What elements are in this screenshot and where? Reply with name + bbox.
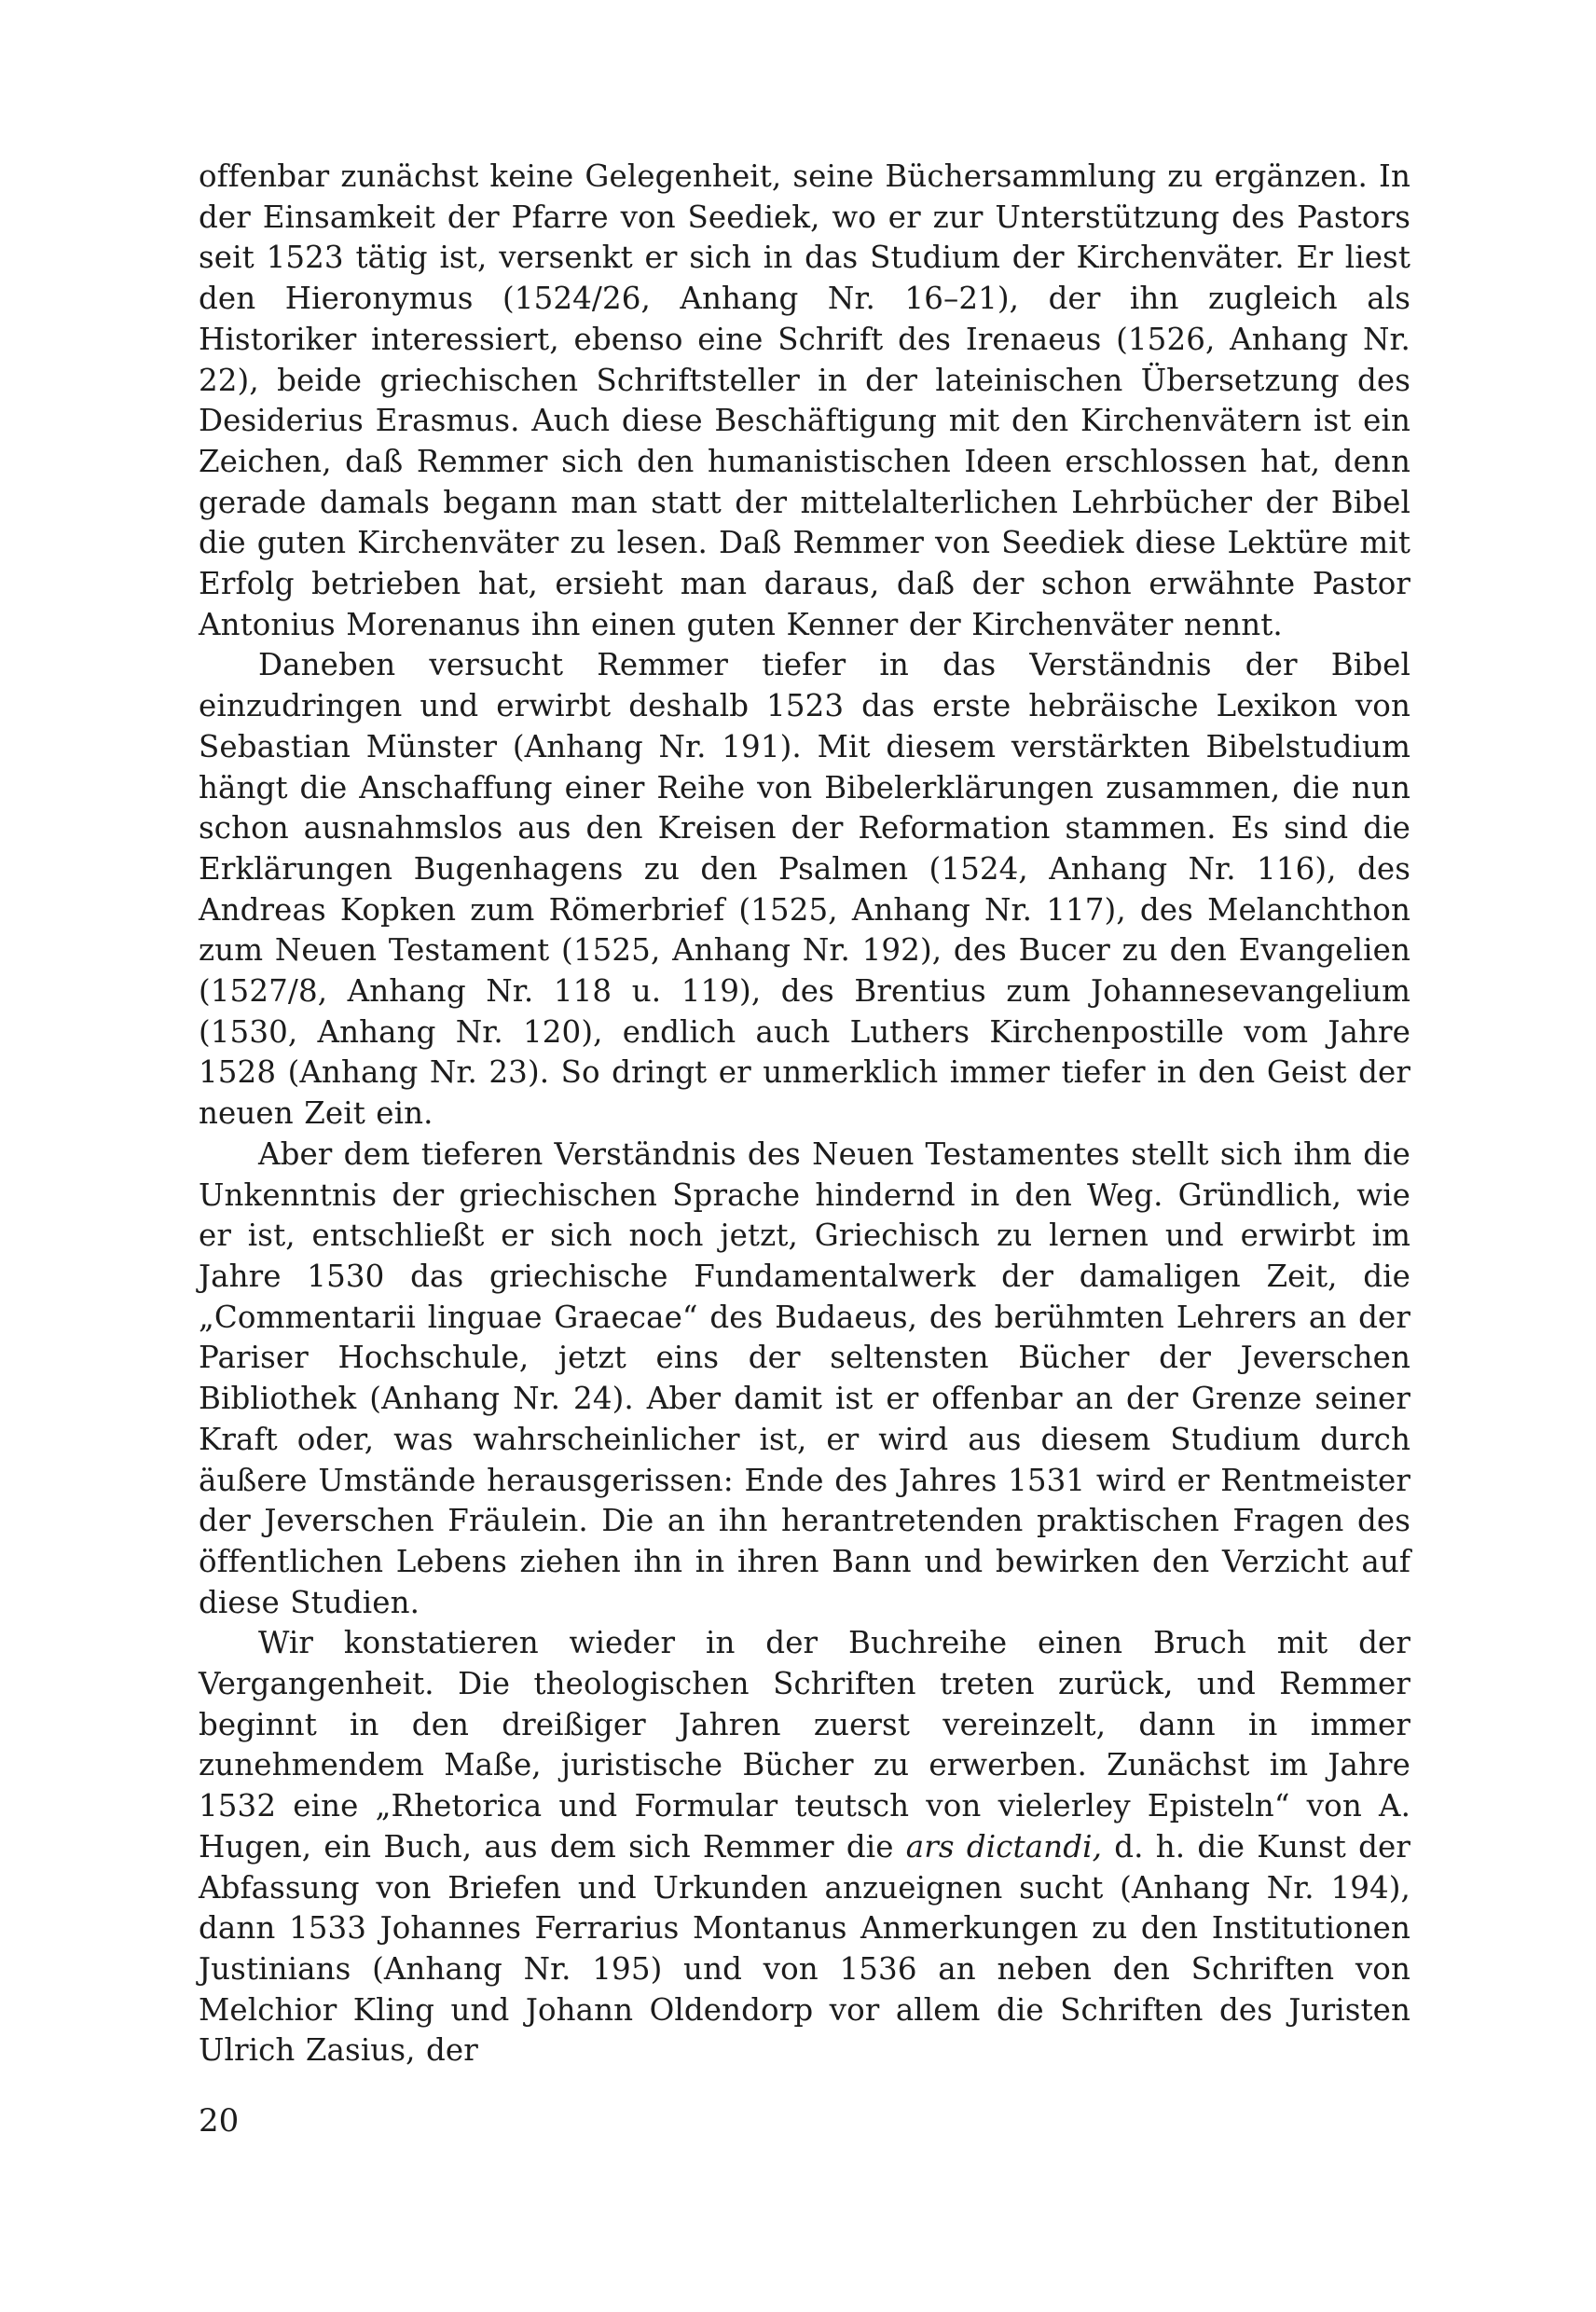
paragraph-3: Aber dem tieferen Verständnis des Neuen Testamentes stellt sich ihm die Unkenntnis der griechischen Sprache hindernd in den Weg. Gründlich, wie er ist, entschließt er sich noch jetzt, Griechisch zu lernen und erwirbt im Jahre 1530 das griechische Fundamentalwerk der damaligen Zeit, die „Commentarii linguae Graecae“ des Budaeus, des berühmten Lehrers an der Pariser Hochschule, jetzt eins der seltensten Bücher der Jeverschen Bibliothek (Anhang Nr. 24). Aber damit ist er offenbar an der Grenze seiner Kraft oder, was wahrscheinlicher ist, er wird aus diesem Studium durch äußere Umstände herausgerissen: Ende des Jahres 1531 wird er Rentmeister der Jeverschen Fräulein. Die an ihn herantretenden praktischen Fragen des öffentlichen Lebens ziehen ihn in ihren Bann und bewirken den Verzicht auf diese Studien. [199,1135,1410,1620]
paragraph-4-text-after: d. h. die Kunst der Abfassung von Briefen und Urkunden anzueignen sucht (Anhang Nr. 194), dann 1533 Johannes Ferrarius Montanus Anmerkungen zu den Institutionen Justinians (Anhang Nr. 195) und von 1536 an neben den Schriften von Melchior Kling und Johann Oldendorp vor allem die Schriften des Juristen Ulrich Zasius, der [199,1828,1411,2069]
page-body [199,157,1411,2069]
paragraph-4-text-before: Wir konstatieren wieder in der Buchreihe einen Bruch mit der Vergangenheit. Die theologischen Schriften treten zurück, und Remmer beginnt in den dreißiger Jahren zuerst vereinzelt, dann in immer zunehmendem Maße, juristische Bücher zu erwerben. Zunächst im Jahre 1532 eine „Rhetorica und Formular teutsch von vielerley Episteln“ von A. Hugen, ein Buch, aus dem sich Remmer die [199,1625,1410,1865]
page-number: 20 [199,2102,240,2140]
paragraph-4 [199,1623,1410,2071]
paragraph-4-italic-term: ars dictandi, [905,1828,1103,1865]
paragraph-2: Daneben versucht Remmer tiefer in das Verständnis der Bibel einzudringen und erwirbt deshalb 1523 das erste hebräische Lexikon von Sebastian Münster (Anhang Nr. 191). Mit diesem verstärkten Bibelstudium hängt die Anschaffung einer Reihe von Bibelerklärungen zusammen, die nun schon ausnahmslos aus den Kreisen der Reformation stammen. Es sind die Erklärungen Bugenhagens zu den Psalmen (1524, Anhang Nr. 116), des Andreas Kopken zum Römerbrief (1525, Anhang Nr. 117), des Melanchthon zum Neuen Testament (1525, Anhang Nr. 192), des Bucer zu den Evangelien (1527/8, Anhang Nr. 118 u. 119), des Brentius zum Johannesevangelium (1530, Anhang Nr. 120), endlich auch Luthers Kirchenpostille vom Jahre 1528 (Anhang Nr. 23). So dringt er unmerklich immer tiefer in den Geist der neuen Zeit ein. [199,647,1410,1132]
paragraph-1: offenbar zunächst keine Gelegenheit, seine Büchersammlung zu ergänzen. In der Einsamkeit der Pfarre von Seediek, wo er zur Unterstützung des Pastors seit 1523 tätig ist, versenkt er sich in das Studium der Kirchenväter. Er liest den Hieronymus (1524/26, Anhang Nr. 16–21), der ihn zugleich als Historiker interessiert, ebenso eine Schrift des Irenaeus (1526, Anhang Nr. 22), beide griechischen Schriftsteller in der lateinischen Übersetzung des Desiderius Erasmus. Auch diese Beschäftigung mit den Kirchenvätern ist ein Zeichen, daß Remmer sich den humanistischen Ideen erschlossen hat, denn gerade damals begann man statt der mittelalterlichen Lehrbücher der Bibel die guten Kirchenväter zu lesen. Daß Remmer von Seediek diese Lektüre mit Erfolg betrieben hat, ersieht man daraus, daß der schon erwähnte Pastor Antonius Morenanus ihn einen guten Kenner der Kirchenväter nennt. [199,158,1410,642]
